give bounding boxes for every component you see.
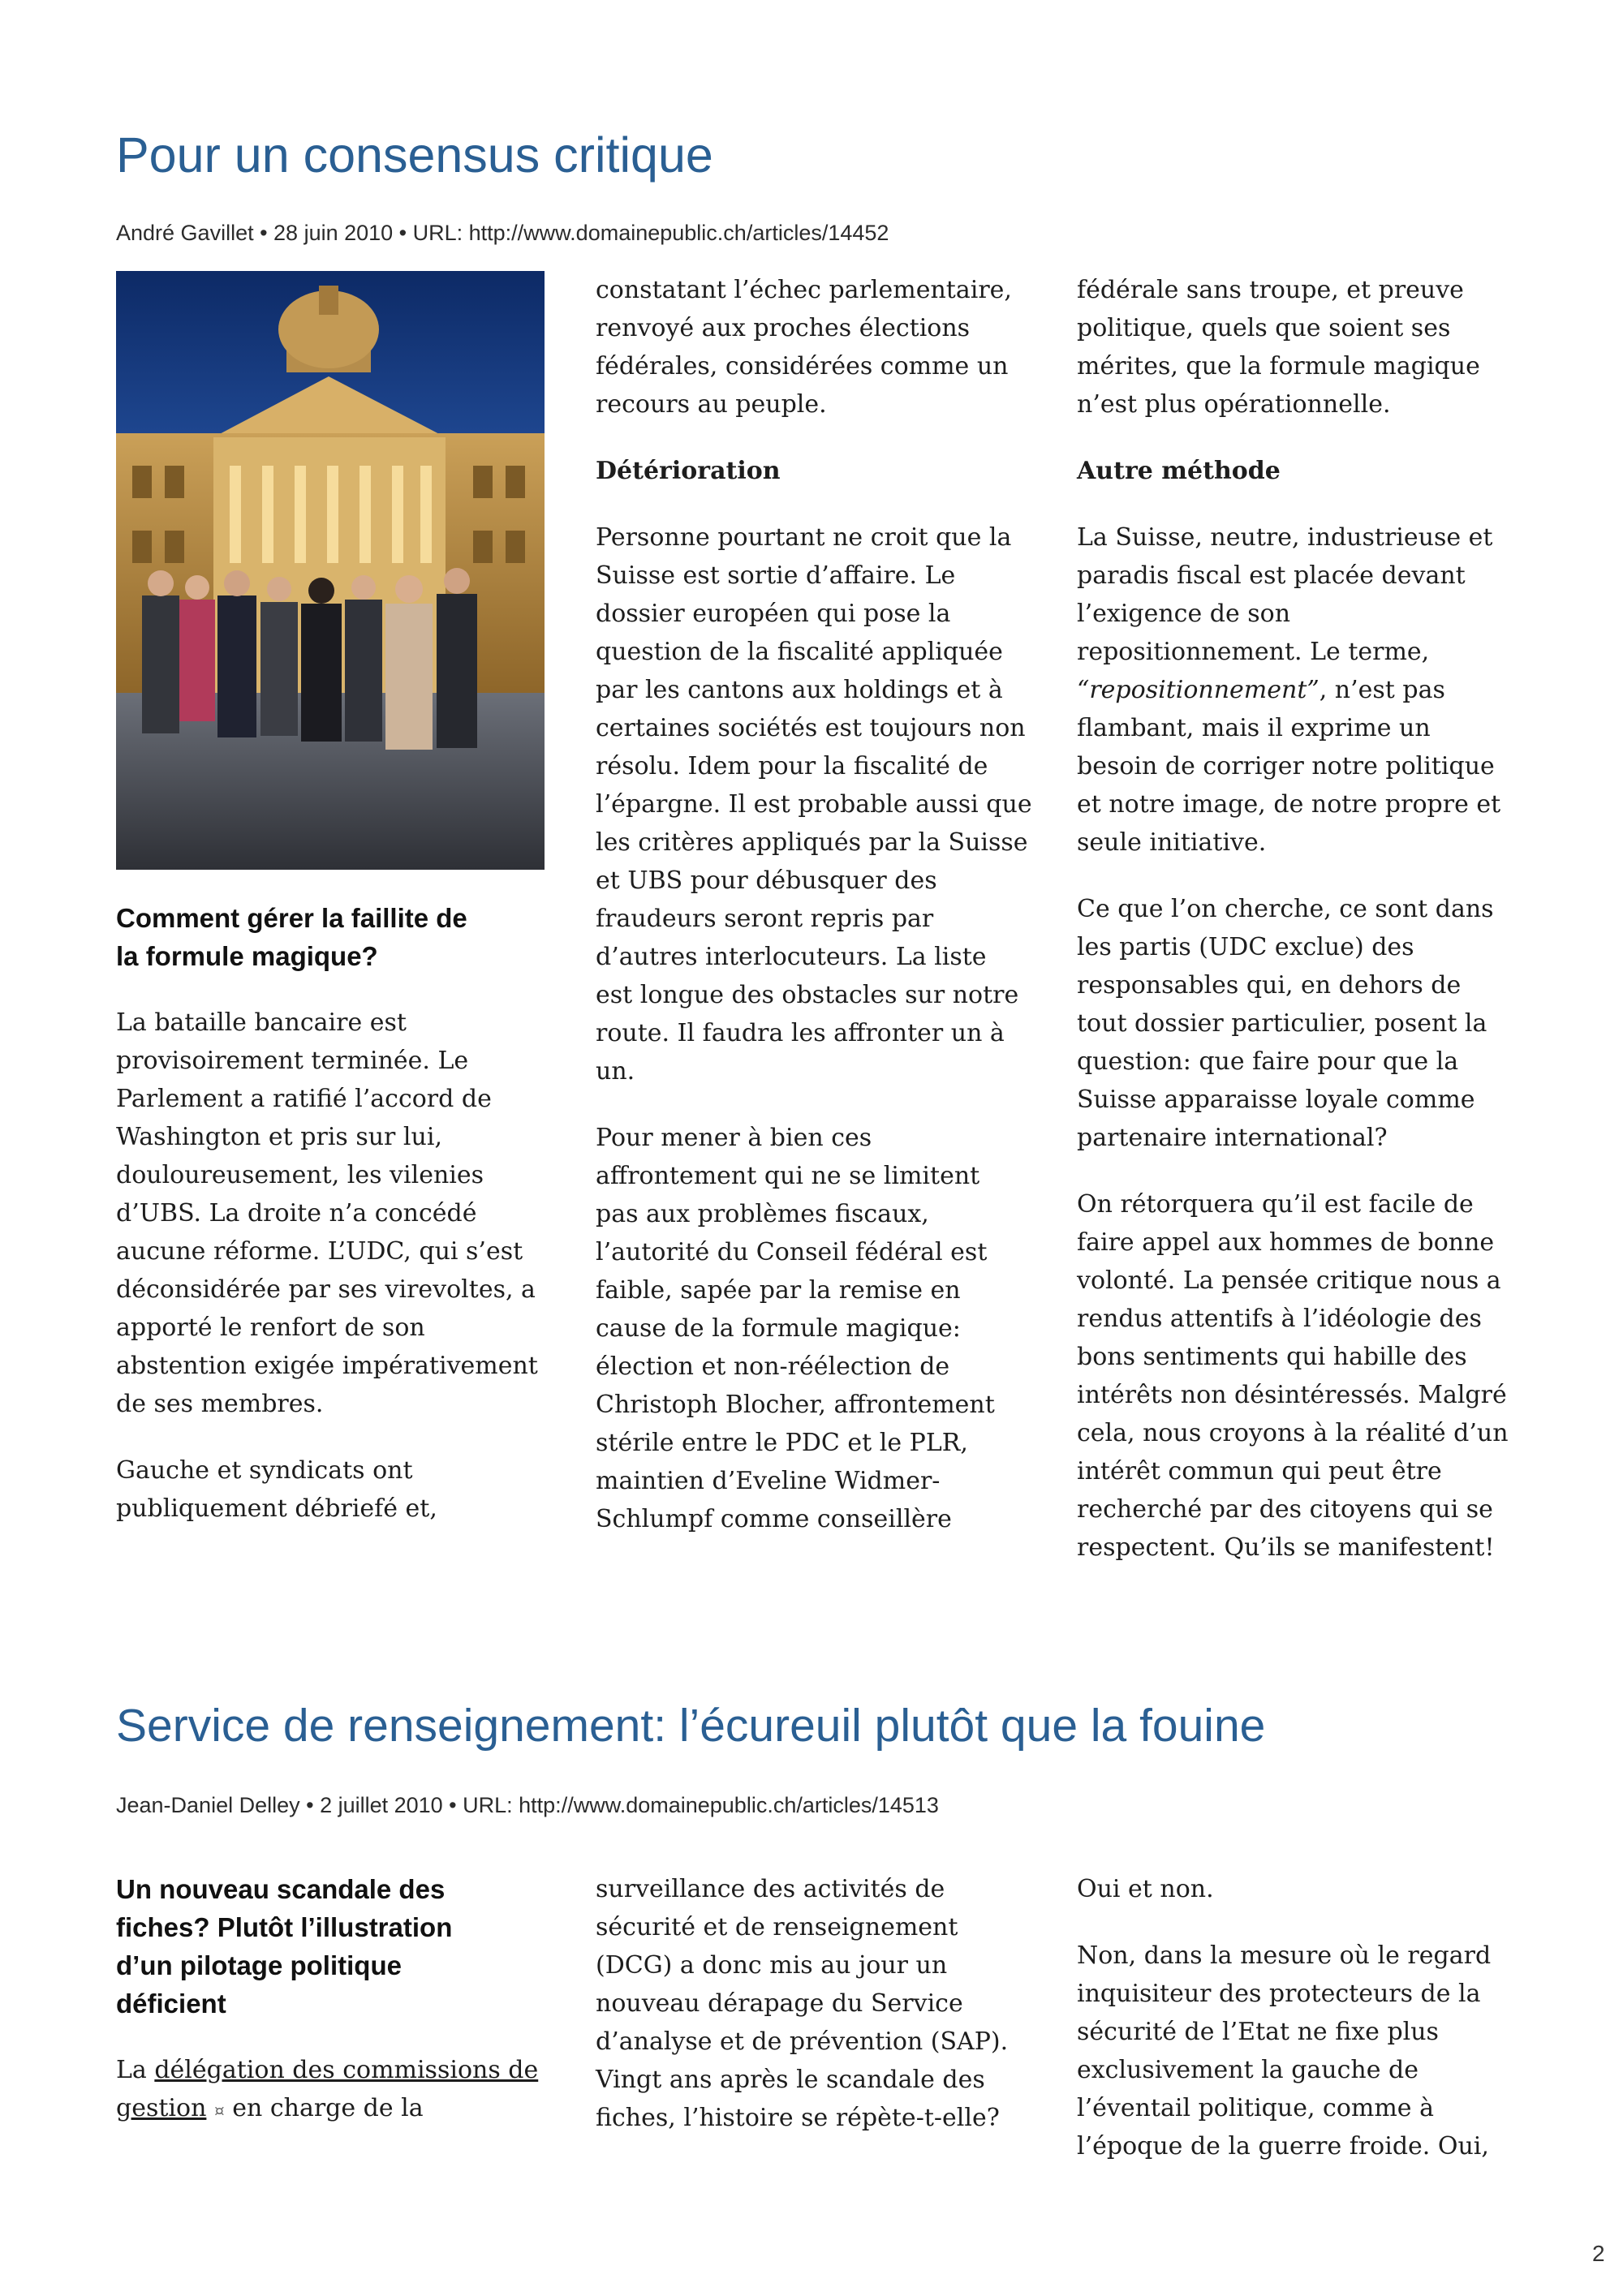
article2-column-1 — [116, 1870, 554, 2130]
article1-subheading: Comment gérer la faillite de la formule magique? — [116, 903, 467, 971]
article1-paragraph: La bataille bancaire est provisoirement terminée. Le Parlement a ratifié l’accord de Washington et pris sur lui, douloureusement, les vilenies d’UBS. La droite n’a concédé aucune réforme. L’UDC, qui s’est déconsidérée par ses virevoltes, a apporté le renfort de son abstention exigée impérativement de ses membres. — [116, 1008, 538, 1418]
article1-column-3 — [1077, 271, 1515, 1567]
article1-column-1 — [116, 899, 554, 1528]
article1-paragraph: constatant l’échec parlementaire, renvoyé aux proches élections fédérales, considérées comme un recours au peuple. — [596, 276, 1012, 419]
article2-subheading: Un nouveau scandale des fiches? Plutôt l’illustration d’un pilotage politique déficient — [116, 1874, 453, 2019]
article1-paragraph: Pour mener à bien ces affrontement qui ne se limitent pas aux problèmes fiscaux, l’autorité du Conseil fédéral est faible, sapée par la remise en cause de la formule magique: élection et non-réélection de Christoph Blocher, affrontement stérile entre le PDC et le PLR, maintien d’Eveline Widmer- Schlumpf comme conseillère — [596, 1124, 995, 1533]
article2-paragraph: Non, dans la mesure où le regard inquisiteur des protecteurs de la sécurité de l’Etat ne fixe plus exclusivement la gauche de l’éventail politique, comme à l’époque de la guerre froide. Oui, — [1077, 1941, 1492, 2161]
article1-column-2 — [596, 271, 1034, 1538]
federal-council-photo — [116, 271, 545, 870]
article2-column-2 — [596, 1870, 1034, 2137]
article2-paragraph: surveillance des activités de sécurité et de renseignement (DCG) a donc mis au jour un nouveau dérapage du Service d’analyse et de prévention (SAP). Vingt ans après le scandale des fiches, l’histoire se répète-t-elle? — [596, 1875, 1009, 2132]
dcg-link[interactable]: délégation des commissions de — [154, 2056, 539, 2084]
page-number: 2 — [1592, 2241, 1605, 2266]
article1-paragraph: Ce que l’on cherche, ce sont dans les partis (UDC exclue) des responsables qui, en dehors de tout dossier particulier, posent la question: que faire pour que la Suisse apparaisse loyale comme partenaire international? — [1077, 895, 1494, 1152]
dcg-link-continued[interactable]: gestion — [116, 2094, 207, 2122]
article2-byline: Jean-Daniel Delley • 2 juillet 2010 • URL: http://www.domainepublic.ch/articles/14513 — [116, 1793, 939, 1817]
external-link-icon: ¤ — [213, 2100, 225, 2120]
article1-paragraph: fédérale sans troupe, et preuve politique, quels que soient ses mérites, que la formule magique n’est plus opérationnelle. — [1077, 276, 1480, 419]
article1-section-heading: Détérioration — [596, 457, 781, 485]
emphasis-term: “repositionnement” — [1077, 676, 1319, 704]
article1-title: Pour un consensus critique — [116, 127, 713, 183]
article2-paragraph: La délégation des commissions de gestion ¤ en charge de la — [116, 2056, 539, 2122]
article1-paragraph: Personne pourtant ne croit que la Suisse est sortie d’affaire. Le dossier européen qui pose la question de la fiscalité appliquée par les cantons aux holdings et à certaines sociétés est toujours non résolu. Idem pour la fiscalité de l’épargne. Il est probable aussi que les critères appliqués par la Suisse et UBS pour débusquer des fraudeurs seront repris par d’autres interlocuteurs. La liste est longue des obstacles sur notre route. Il faudra les affronter un à un. — [596, 523, 1032, 1086]
article1-paragraph: La Suisse, neutre, industrieuse et paradis fiscal est placée devant l’exigence de son repositionnement. Le terme, “repositionnement”, n’est pas flambant, mais il exprime un besoin de corriger notre politique et notre image, de notre propre et seule initiative. — [1077, 523, 1501, 857]
article2-paragraph: Oui et non. — [1077, 1875, 1214, 1903]
article1-paragraph: Gauche et syndicats ont publiquement débriefé et, — [116, 1456, 437, 1523]
article2-title: Service de renseignement: l’écureuil plutôt que la fouine — [116, 1700, 1266, 1752]
article1-section-heading: Autre méthode — [1077, 457, 1281, 485]
article2-column-3 — [1077, 1870, 1515, 2165]
article1-byline: André Gavillet • 28 juin 2010 • URL: http://www.domainepublic.ch/articles/14452 — [116, 221, 889, 245]
article1-paragraph: On rétorquera qu’il est facile de faire appel aux hommes de bonne volonté. La pensée critique nous a rendus attentifs à l’idéologie des bons sentiments qui habille des intérêts non désintéressés. Malgré cela, nous croyons à la réalité d’un intérêt commun qui peut être recherché par des citoyens qui se respectent. Qu’ils se manifestent! — [1077, 1190, 1509, 1562]
